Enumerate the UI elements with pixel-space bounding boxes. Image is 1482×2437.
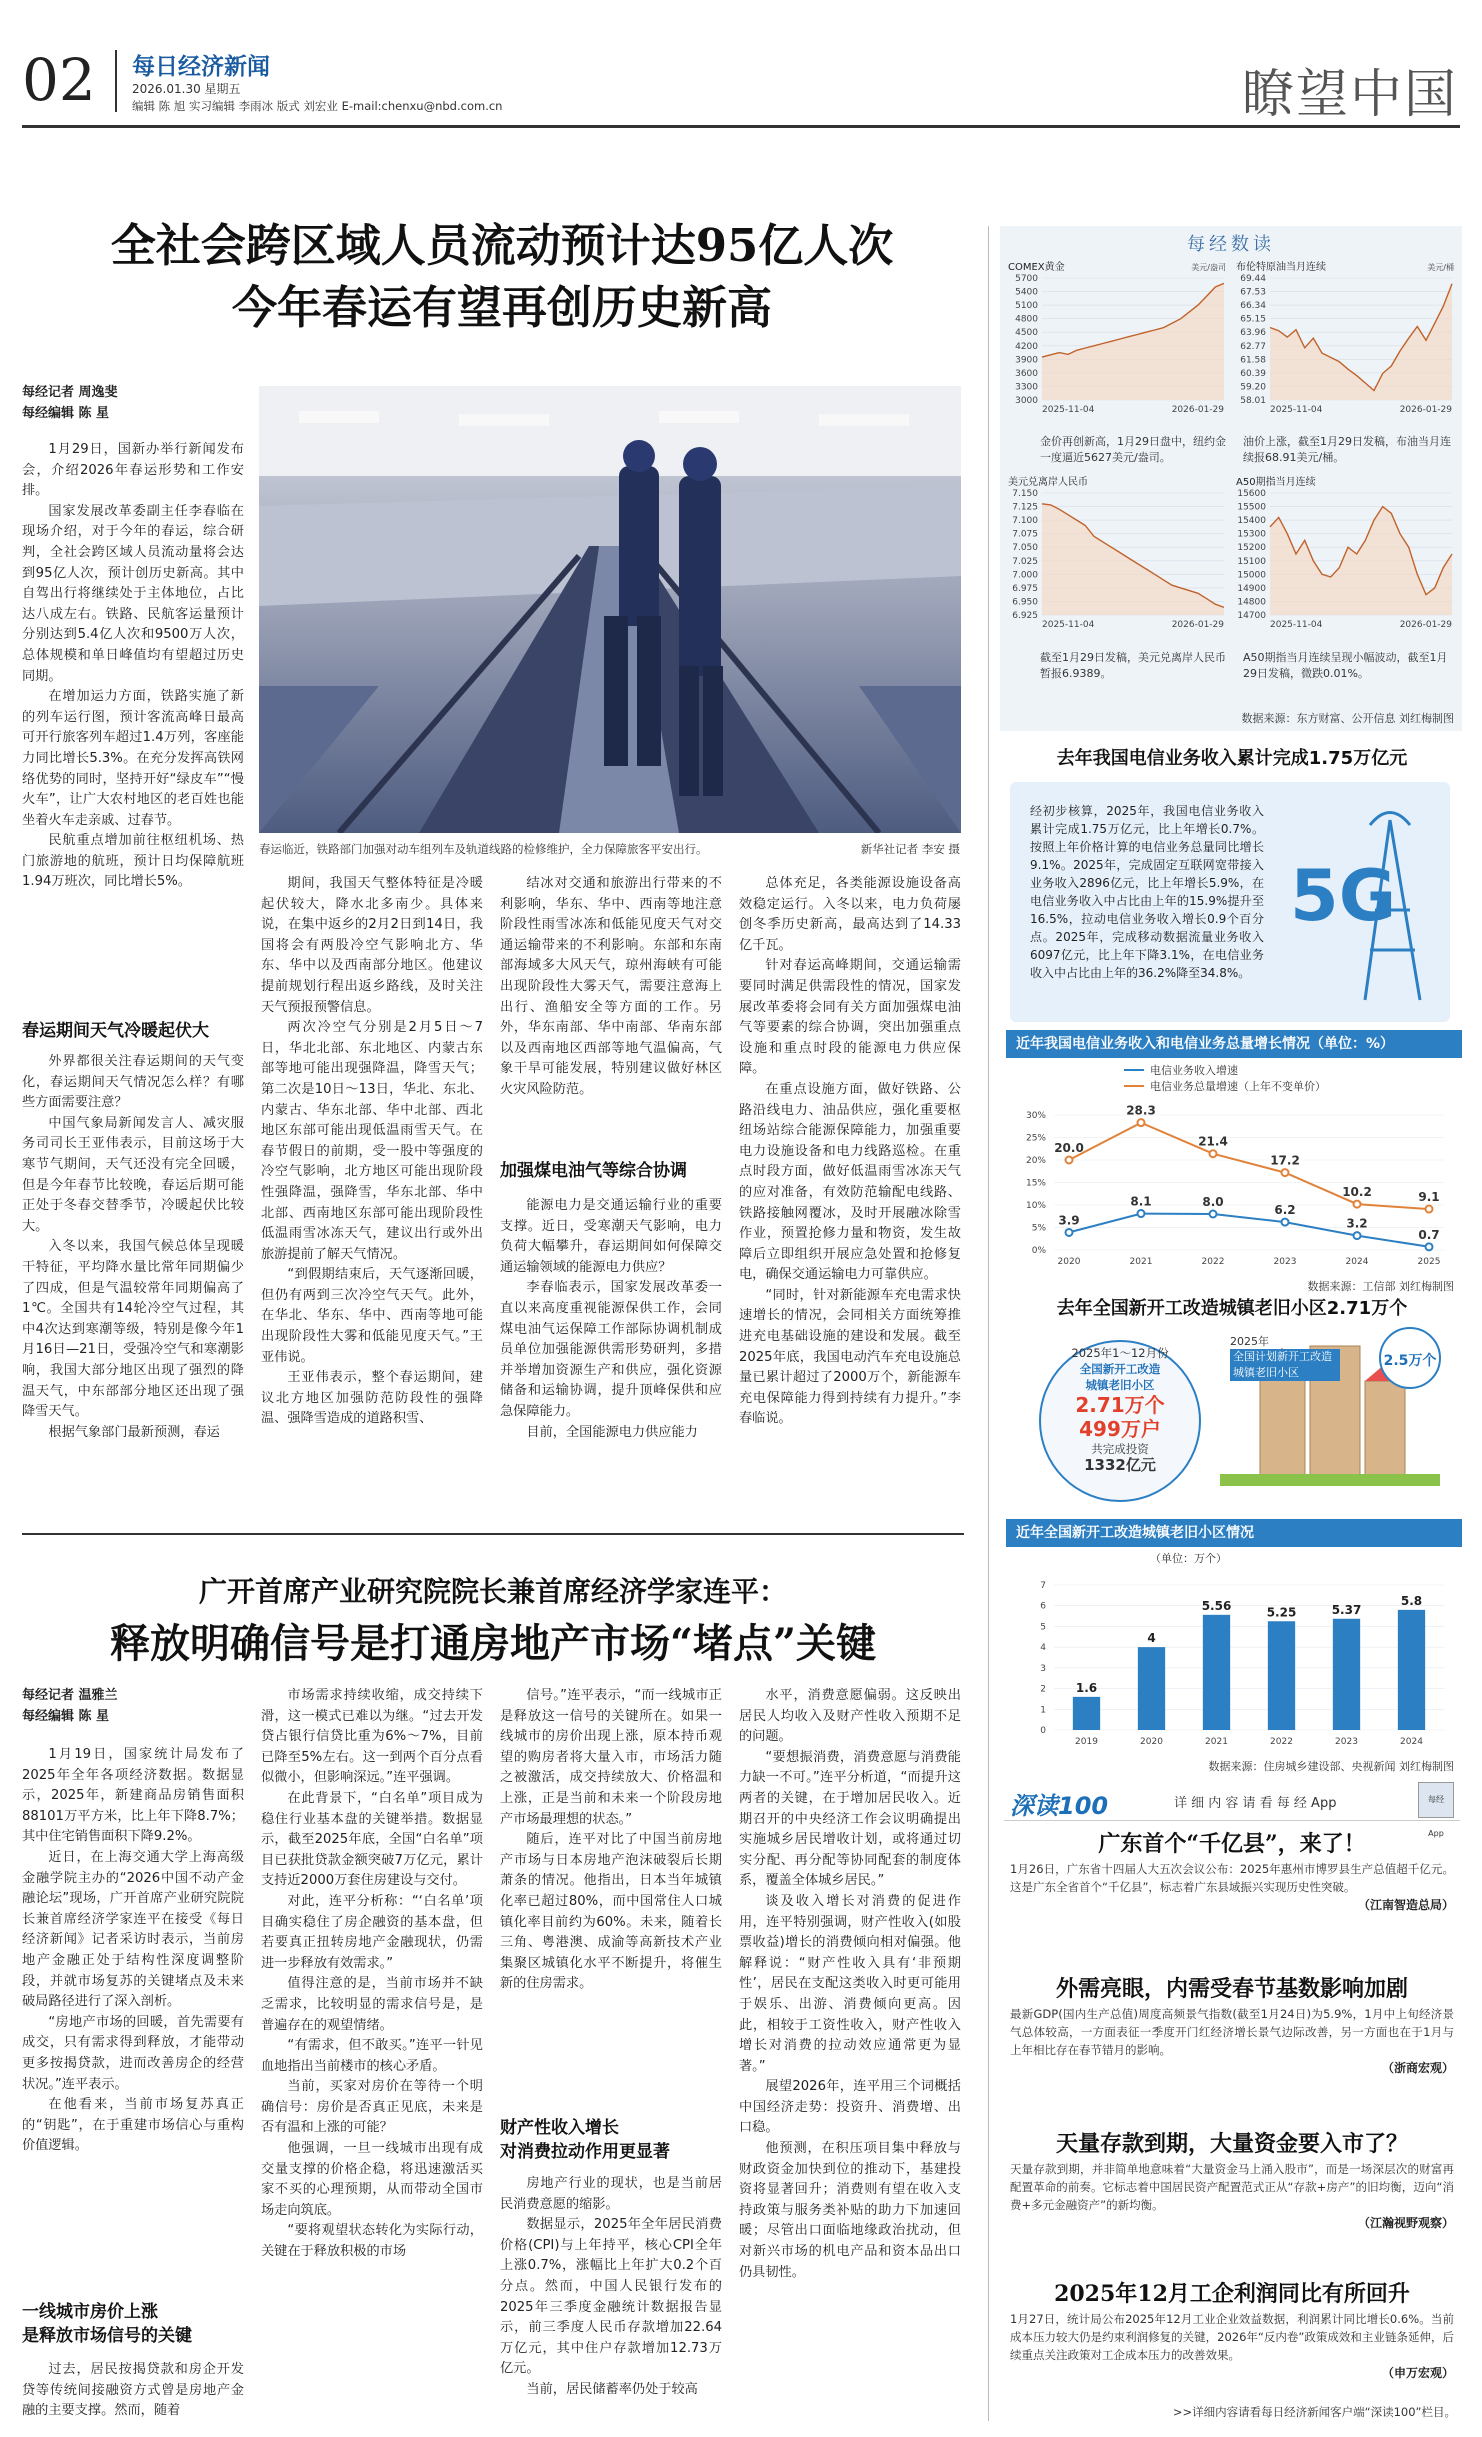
article1-title-line2: 今年春运有望再创历史新高 bbox=[231, 281, 772, 334]
article2-col1 bbox=[22, 1745, 244, 2157]
x-tick-label: 2021 bbox=[1129, 1257, 1153, 1267]
deep-read-item-title: 天量存款到期，大量资金要入市了？ bbox=[1055, 2131, 1408, 2157]
x-tick-label: 2024 bbox=[1345, 1257, 1369, 1267]
article1-paragraph: 中国气象局新闻发言人、减灾服务司司长王亚伟表示，目前这场于大寒节气期间，天气还没有完全回暖，但是今年春节比较晚，春运后期可能正处于冬春交替季节，冷暖起伏比较大。 bbox=[22, 1115, 244, 1234]
data-label: 28.3 bbox=[1126, 1103, 1156, 1118]
chart-note-gold: 金价再创新高，1月29日盘中，纽约金一度逼近5627美元/盎司。 bbox=[1040, 435, 1226, 464]
y-tick-label: 4200 bbox=[1015, 341, 1038, 352]
data-point bbox=[1426, 1243, 1433, 1250]
y-tick-label: 14900 bbox=[1237, 583, 1266, 594]
reno-plan-label: 全国计划新开工改造 bbox=[1230, 1349, 1340, 1365]
article1-title-line1: 全社会跨区域人员流动预计达95亿人次 bbox=[110, 219, 894, 272]
data-label: 21.4 bbox=[1198, 1134, 1228, 1149]
deep-read-item[interactable] bbox=[1004, 2128, 1460, 2278]
data-label: 1.6 bbox=[1075, 1680, 1098, 1695]
reno-label: 城镇老旧小区 bbox=[1085, 1378, 1155, 1392]
y-tick-label: 7.150 bbox=[1012, 489, 1038, 499]
deep-read-item-source: （江南智造总局） bbox=[1357, 1898, 1454, 1912]
article2-paragraph: 信号。”连平表示，“而一线城市正是释放这一信号的关键所在。如果一线城市的房价出现上涨，原本持币观望的购房者将大量入市，市场活力随之被激活，成交持续放大、价格温和上涨，正是当前和未来一个阶段房地产市场最理想的状态。” bbox=[500, 1688, 722, 1827]
data-point bbox=[1282, 1169, 1289, 1176]
reno-households: 499万户 bbox=[1079, 1417, 1161, 1441]
mini-chart-title: 布伦特原油当月连续 bbox=[1236, 262, 1326, 273]
y-tick-label: 25% bbox=[1025, 1133, 1046, 1144]
data-label: 8.1 bbox=[1130, 1194, 1152, 1209]
y-tick-label: 15200 bbox=[1237, 543, 1266, 554]
x-tick-label: 2025 bbox=[1417, 1257, 1441, 1267]
section-title: 瞭望中国 bbox=[1241, 65, 1458, 125]
article2-editor: 每经编辑 陈 星 bbox=[22, 1709, 110, 1724]
data-label: 8.0 bbox=[1202, 1195, 1224, 1209]
deep-read-footer[interactable]: >>详细内容请看每日经济新闻客户端“深读100”栏目。 bbox=[1172, 2405, 1456, 2419]
data-label: 5.37 bbox=[1331, 1602, 1362, 1617]
data-label: 5.8 bbox=[1400, 1593, 1423, 1608]
x-tick-label: 2026-01-29 bbox=[1171, 620, 1224, 630]
y-tick-label: 6.950 bbox=[1012, 597, 1038, 608]
reno-count: 2.71万个 bbox=[1075, 1393, 1165, 1417]
data-point bbox=[1066, 1157, 1073, 1164]
article2-col2 bbox=[261, 1686, 483, 2263]
reno-chart-title: 近年全国新开工改造城镇老旧小区情况 bbox=[1006, 1519, 1462, 1547]
y-tick-label: 2 bbox=[1040, 1684, 1046, 1695]
deep-read-item-body: 1月27日，统计局公布2025年12月工业企业效益数据，利润累计同比增长0.6%。当前成本压力较大仍是约束利润修复的关键，2026年“反内卷”政策成效和主业链条延伸，后续重点关注政策对工企成本压力的改善效果。 bbox=[1010, 2312, 1454, 2362]
y-tick-label: 3600 bbox=[1015, 368, 1038, 379]
reno-plan-label: 城镇老旧小区 bbox=[1230, 1365, 1340, 1381]
deep-read-logo: 深读100 bbox=[1010, 1792, 1109, 1820]
y-tick-label: 65.15 bbox=[1240, 314, 1266, 325]
article1-editor: 每经编辑 陈 星 bbox=[22, 406, 110, 421]
y-tick-label: 3 bbox=[1040, 1663, 1046, 1674]
y-tick-label: 6 bbox=[1040, 1601, 1046, 1612]
y-tick-label: 5400 bbox=[1015, 287, 1038, 298]
deep-read-item-source: （申万宏观） bbox=[1381, 2366, 1454, 2380]
reno-plan bbox=[1230, 1335, 1340, 1381]
y-tick-label: 14800 bbox=[1237, 597, 1266, 608]
y-tick-label: 0% bbox=[1031, 1246, 1046, 1256]
article1-paragraph: 国家发展改革委副主任李春临在现场介绍，对于今年的春运，综合研判，全社会跨区域人员流动量将会达到95亿人次，预计创历史新高。其中自驾出行将继续处于主体地位，占比达八成左右。铁路、民航客运量预计分别达到5.4亿人次和9500万人次，总体规模和单日峰值均有望超过历史同期。 bbox=[22, 503, 244, 684]
deep-read-app-hint: 详 细 内 容 请 看 每 经 App bbox=[1174, 1796, 1337, 1811]
article1-paragraph: 期间，我国天气整体特征是冷暖起伏较大，降水北多南少。具体来说，在集中返乡的2月2日到14日，我国将会有两股冷空气影响北方、华东、华中以及西南部分地区。他建议提前规划行程出返乡路线，及时关注天气预报预警信息。 bbox=[261, 876, 483, 1015]
article1-paragraph: 总体充足，各类能源设施设备高效稳定运行。入冬以来，电力负荷屡创冬季历史新高，最高达到了14.33亿千瓦。 bbox=[739, 876, 961, 953]
article1-paragraph: “同时，针对新能源车充电需求快速增长的情况，会同相关方面统筹推进充电基础设施的建设和发展。截至2025年底，我国电动汽车充电设施总量已累计超过了2000万个，新能源车充电保障能力得到持续有力提升。”李春临说。 bbox=[739, 1287, 961, 1427]
bar bbox=[1398, 1610, 1425, 1730]
article2-paragraph: 随后，连平对比了中国当前房地产市场与日本房地产泡沫破裂后长期萧条的情况。他指出，日本当年城镇化率已超过80%，而中国常住人口城镇化率目前约为60%。未来，随着长三角、粤港澳、成渝等高新技术产业集聚区城镇化水平不断提升，将催生新的住房需求。 bbox=[500, 1832, 722, 1992]
article-divider bbox=[22, 1533, 964, 1535]
y-tick-label: 15% bbox=[1025, 1178, 1046, 1189]
sidebar-divider bbox=[988, 226, 989, 2421]
chart-note-cny: 截至1月29日发稿，美元兑离岸人民币暂报6.9389。 bbox=[1040, 651, 1226, 680]
telecom-chart-title: 近年我国电信业务收入和电信业务总量增长情况（单位：%） bbox=[1006, 1030, 1462, 1058]
article2-paragraph: 过去，居民按揭贷款和房企开发贷等传统间接融资方式曾是房地产金融的主要支撑。然而，随着 bbox=[22, 2362, 244, 2419]
article2-paragraph: 谈及收入增长对消费的促进作用，连平特别强调，财产性收入(如股票收益)增长的消费倾向相对偏强。他解释说：“财产性收入具有‘非预期性’，居民在支配这类收入时更可能用于娱乐、出游、消费倾向更高。因此，相较于工资性收入，财产性收入增长对消费的拉动效应通常更为显著。” bbox=[739, 1893, 961, 2074]
article2-paragraph: 当前，居民储蓄率仍处于较高 bbox=[526, 2381, 698, 2397]
x-tick-label: 2023 bbox=[1273, 1257, 1297, 1267]
article2-subhead-income bbox=[500, 2116, 670, 2164]
x-tick-label: 2026-01-29 bbox=[1399, 620, 1452, 630]
article2-paragraph: 值得注意的是，当前市场并不缺乏需求，比较明显的需求信号是，是普遍存在的观望情绪。 bbox=[261, 1976, 483, 2033]
deep-read-list bbox=[1004, 1828, 1460, 2428]
5g-graphic bbox=[1280, 800, 1445, 1010]
article2-col1b bbox=[22, 2360, 244, 2422]
data-label: 17.2 bbox=[1270, 1153, 1300, 1168]
chart-note-oil: 油价上涨，截至1月29日发稿，布油当月连续报68.91美元/桶。 bbox=[1243, 435, 1451, 464]
y-tick-label: 59.20 bbox=[1240, 382, 1266, 393]
y-tick-label: 60.39 bbox=[1240, 368, 1266, 379]
y-tick-label: 5 bbox=[1040, 1622, 1046, 1633]
data-label: 3.9 bbox=[1058, 1213, 1080, 1228]
article1-title bbox=[22, 215, 982, 339]
article2-paragraph: “要想振消费，消费意愿与消费能力缺一不可。”连平分析道，“而提升这两者的关键，在于增加居民收入。近期召开的中央经济工作会议明确提出实施城乡居民增收计划，或将通过切实分配、再分配等协同配套的制度体系，覆盖全体城乡居民。” bbox=[739, 1749, 961, 1889]
y-tick-label: 63.96 bbox=[1240, 328, 1266, 339]
article2-paragraph: 在他看来，当前市场复苏真正的“钥匙”，在于重建市场信心与重构价值逻辑。 bbox=[22, 2097, 244, 2154]
article1-col1 bbox=[22, 440, 244, 893]
sidebar-source: 数据来源：东方财富、公开信息 刘红梅制图 bbox=[1241, 712, 1454, 725]
series-area bbox=[1042, 283, 1224, 400]
deep-read-item-source: （江瀚视野观察） bbox=[1357, 2216, 1454, 2230]
article1-paragraph: 两次冷空气分别是2月5日～7日，华北北部、东北地区、内蒙古东部等地可能出现强降温，降雪天气；第二次是10日～13日，华北、东北、内蒙古、华东北部、华中北部、西北地区东部可能出现低温雨雪天气。在春节假日的前期，受一股中等强度的冷空气影响，北方地区可能出现阶段性强降温，强降雪，华东北部、华中北部、西南地区东部可能出现阶段性低温雨雪冰冻天气，建议出行或外出旅游提前了解天气情况。 bbox=[261, 1020, 483, 1262]
y-tick-label: 15400 bbox=[1237, 516, 1266, 527]
article1-paragraph: 1月29日，国新办举行新闻发布会，介绍2026年春运形势和工作安排。 bbox=[22, 442, 244, 499]
article2-col3 bbox=[500, 1686, 722, 1995]
series-area bbox=[1270, 284, 1452, 400]
article1-paragraph: “到假期结束后，天气逐渐回暖，但仍有两到三次冷空气天气。此外，在华北、华东、华中、西南等地可能出现阶段性大雾和低能见度天气。”王亚伟说。 bbox=[261, 1267, 483, 1365]
reno-circle-text bbox=[1040, 1345, 1200, 1473]
article2-paragraph: 在此背景下，“白名单”项目成为稳住行业基本盘的关键举措。数据显示，截至2025年底，全国“白名单”项目已获批贷款金额突破7万亿元，累计支持近2000万套住房建设与交付。 bbox=[261, 1790, 483, 1889]
x-tick-label: 2020 bbox=[1140, 1737, 1163, 1747]
x-tick-label: 2023 bbox=[1335, 1737, 1358, 1747]
y-tick-label: 15300 bbox=[1237, 529, 1266, 540]
article1-col1b bbox=[22, 1052, 244, 1443]
article2-kicker: 广开首席产业研究院院长兼首席经济学家连平： bbox=[198, 1575, 787, 1608]
deep-read-item-body: 1月26日，广东省十四届人大五次会议公布：2025年惠州市博罗县生产总值超千亿元。这是广东全省首个“千亿县”，标志着广东县域振兴实现历史性突破。 bbox=[1010, 1862, 1454, 1894]
x-tick-label: 2020 bbox=[1057, 1257, 1081, 1267]
bar bbox=[1333, 1619, 1360, 1730]
y-tick-label: 4500 bbox=[1015, 328, 1038, 339]
y-tick-label: 7.000 bbox=[1012, 570, 1038, 581]
deep-read-item-body: 最新GDP(国内生产总值)周度高频景气指数(截至1月24日)为5.9%，1月中上旬经济景气总体较高，一方面表征一季度开门红经济增长景气边际改善，另一方面也在于1月与上年相比存在春节错月的影响。 bbox=[1010, 2007, 1454, 2057]
data-point bbox=[1354, 1201, 1361, 1208]
y-tick-label: 5% bbox=[1031, 1223, 1046, 1234]
article2-subhead-line: 对消费拉动作用更显著 bbox=[500, 2142, 670, 2162]
deep-read-item-body: 天量存款到期，并非简单地意味着“大量资金马上涌入股市”，而是一场深层次的财富再配置革命的前奏。它标志着中国居民资产配置范式正从“存款+房产”的旧均衡，迈向“消费+多元金融资产”的新均衡。 bbox=[1010, 2162, 1454, 2212]
bar bbox=[1203, 1615, 1230, 1730]
deep-read-item[interactable] bbox=[1004, 1828, 1460, 1973]
data-label: 20.0 bbox=[1054, 1141, 1084, 1155]
article1-paragraph: 结冰对交通和旅游出行带来的不利影响，华东、华中、西南等地注意阶段性雨雪冰冻和低能见度天气对交通运输带来的不利影响。东部和东南部海域多大风天气，琼州海峡有可能出现阶段性大雾天气，需要注意海上出行、渔船安全等方面的工作。另外，华东南部、华中南部、华南东部以及西南地区西部等地气温偏高，气象干旱可能发展，特别建议做好林区火灾风险防范。 bbox=[500, 876, 722, 1097]
article2-paragraph: 房地产行业的现状，也是当前居民消费意愿的缩影。 bbox=[500, 2176, 722, 2212]
y-tick-label: 10% bbox=[1025, 1201, 1046, 1211]
y-tick-label: 15600 bbox=[1237, 489, 1266, 499]
article2-paragraph: “要将观望状态转化为实际行动，关键在于释放积极的市场 bbox=[261, 2223, 483, 2260]
x-tick-label: 2026-01-29 bbox=[1171, 405, 1224, 415]
chart-note-a50: A50期指当月连续呈现小幅波动，截至1月29日发稿，微跌0.01%。 bbox=[1243, 651, 1448, 680]
5g-badge: 5G bbox=[1290, 855, 1397, 937]
x-tick-label: 2025-11-04 bbox=[1270, 620, 1323, 630]
x-tick-label: 2022 bbox=[1201, 1257, 1225, 1267]
telecom-text: 经初步核算，2025年，我国电信业务收入累计完成1.75万亿元，比上年增长0.7%。按照上年价格计算的电信业务总量同比增长9.1%。2025年，完成固定互联网宽带接入业务收入2896亿元，比上年增长5.9%，在电信业务收入中占比由上年的15.9%提升至16.5%，拉动电信业务收入增长0.9个百分点。2025年，完成移动数据流量业务收入6097亿元，比上年下降3.1%，在电信业务收入中占比由上年的36.2%降至34.8%。 bbox=[1030, 804, 1264, 980]
header-rule bbox=[22, 125, 1460, 128]
app-qr-icon[interactable]: 每经 App bbox=[1418, 1782, 1454, 1818]
y-tick-label: 5100 bbox=[1015, 301, 1038, 312]
article1-paragraph: 根据气象部门最新预测，春运 bbox=[48, 1424, 220, 1440]
article1-col3b bbox=[500, 1196, 722, 1443]
data-point bbox=[1282, 1219, 1289, 1226]
deep-read-item[interactable] bbox=[1004, 1973, 1460, 2128]
y-tick-label: 69.44 bbox=[1240, 274, 1266, 284]
market-charts bbox=[1004, 258, 1460, 718]
series-area bbox=[1042, 504, 1224, 615]
photo-credit: 新华社记者 李安 摄 bbox=[860, 842, 960, 856]
series-line bbox=[1069, 1214, 1429, 1247]
deep-read-item-title: 2025年12月工企利润同比有所回升 bbox=[1054, 2281, 1410, 2307]
article1-col4 bbox=[739, 874, 961, 1430]
y-tick-label: 15500 bbox=[1237, 502, 1266, 513]
data-label: 0.7 bbox=[1418, 1227, 1440, 1242]
y-tick-label: 6.975 bbox=[1012, 583, 1038, 594]
article1-col2 bbox=[261, 874, 483, 1430]
mini-chart-unit: 美元/盎司 bbox=[1191, 263, 1226, 272]
issue-date: 2026.01.30 星期五 bbox=[132, 82, 241, 96]
article2-paragraph: 数据显示，2025年全年居民消费价格(CPI)与上年持平，核心CPI全年上涨0.7%，涨幅比上年扩大0.2个百分点。然而，中国人民银行发布的2025年三季度金融统计数据报告显示，前三季度人民币存款增加22.64万亿元，其中住户存款增加12.73万亿元。 bbox=[500, 2217, 722, 2377]
article1-paragraph: 在增加运力方面，铁路实施了新的列车运行图，预计客流高峰日最高可开行旅客列车超过1.4万列，客座能力同比增长5.3%。在充分发挥高铁网络优势的同时，坚持开好“绿皮车”“慢火车”，让广大农村地区的老百姓也能坐着火车走亲戚、过春节。 bbox=[22, 689, 244, 828]
article1-paragraph: 李春临表示，国家发展改革委一直以来高度重视能源保供工作，会同煤电油气运保障工作部际协调机制成员单位加强能源供需形势研判，多措并举增加资源生产和供应，强化资源储备和运输协调，提升顶峰保供和应急保障能力。 bbox=[500, 1280, 722, 1419]
y-tick-label: 7.050 bbox=[1012, 543, 1038, 554]
article2-paragraph: 1月19日，国家统计局发布了2025年全年各项经济数据。数据显示，2025年，新建商品房销售面积88101万平方米，比上年下降8.7%；其中住宅销售面积下降9.2%。 bbox=[22, 1747, 244, 1845]
y-tick-label: 7.075 bbox=[1012, 529, 1038, 540]
data-point bbox=[1138, 1119, 1145, 1126]
article2-col3b bbox=[500, 2174, 722, 2401]
page-number: 02 bbox=[22, 46, 96, 114]
article2-paragraph: 他强调，一旦一线城市出现有成交量支撑的价格企稳，将迅速激活买家不买的心理预期，从而带动全国市场走向筑底。 bbox=[261, 2141, 483, 2218]
data-point bbox=[1066, 1229, 1073, 1236]
article1-paragraph: 能源电力是交通运输行业的重要支撑。近日，受寒潮天气影响，电力负荷大幅攀升，春运期间如何保障交通运输领域的能源电力供应？ bbox=[500, 1198, 722, 1275]
data-point bbox=[1354, 1232, 1361, 1239]
article1-reporter: 每经记者 周逸斐 bbox=[22, 385, 118, 400]
article2-subhead-line: 一线城市房价上涨 bbox=[22, 2302, 158, 2322]
reno-plan-year: 2025年 bbox=[1230, 1335, 1269, 1348]
article2-subhead-line: 财产性收入增长 bbox=[500, 2118, 619, 2138]
article1-paragraph: 民航重点增加前往枢纽机场、热门旅游地的航班，预计日均保障航班1.94万班次，同比增长5%。 bbox=[22, 833, 244, 890]
x-tick-label: 2024 bbox=[1400, 1737, 1423, 1747]
article2-col4 bbox=[739, 1686, 961, 2283]
mini-chart-title: COMEX黄金 bbox=[1008, 262, 1065, 273]
data-label: 5.25 bbox=[1266, 1605, 1297, 1620]
reno-chart bbox=[1004, 1565, 1460, 1755]
telecom-source: 数据来源：工信部 刘红梅制图 bbox=[1307, 1280, 1454, 1293]
article2-paragraph: “房地产市场的回暖，首先需要有成交，只有需求得到释放，才能带动更多按揭贷款，进而改善房企的经营状况。”连平表示。 bbox=[22, 2014, 244, 2092]
editors-line: 编辑 陈 旭 实习编辑 李雨冰 版式 刘宏业 E-mail:chenxu@nbd.com.cn bbox=[132, 99, 503, 113]
bar bbox=[1138, 1647, 1165, 1730]
y-tick-label: 7 bbox=[1040, 1581, 1046, 1591]
article2-paragraph: 近日，在上海交通大学上海高级金融学院主办的“2026中国不动产金融论坛”现场，广开首席产业研究院院长兼首席经济学家连平在接受《每日经济新闻》记者采访时表示，当前房地产金融正处于结构性深度调整阶段，并就市场复苏的关键堵点及未来破局路径进行了深入剖析。 bbox=[22, 1849, 244, 2010]
y-tick-label: 4 bbox=[1040, 1643, 1046, 1654]
y-tick-label: 4800 bbox=[1015, 314, 1038, 325]
y-tick-label: 7.100 bbox=[1012, 516, 1038, 527]
series-line bbox=[1069, 1123, 1429, 1209]
article1-subhead-weather: 春运期间天气冷暖起伏大 bbox=[22, 1021, 209, 1041]
x-tick-label: 2025-11-04 bbox=[1042, 405, 1095, 415]
article1-paragraph: 王亚伟表示，整个春运期间，建议北方地区加强防范防段性的强降温、强降雪造成的道路积雪、 bbox=[261, 1370, 483, 1427]
article2-title: 释放明确信号是打通房地产市场“堵点”关键 bbox=[109, 1620, 876, 1667]
legend-label: 电信业务总量增速（上年不变单价） bbox=[1150, 1080, 1326, 1093]
article1-col3 bbox=[500, 874, 722, 1101]
article2-reporter: 每经记者 温雅兰 bbox=[22, 1688, 118, 1703]
x-tick-label: 2025-11-04 bbox=[1042, 620, 1095, 630]
telecom-title: 去年我国电信业务收入累计完成1.75万亿元 bbox=[1056, 748, 1408, 769]
article2-paragraph: 当前，买家对房价在等待一个明确信号：房价是否真正见底，未来是否有温和上涨的可能？ bbox=[261, 2079, 483, 2136]
deep-read-header bbox=[1004, 1782, 1460, 1838]
data-point bbox=[1138, 1210, 1145, 1217]
article2-subhead-line: 是释放市场信号的关键 bbox=[22, 2326, 192, 2346]
data-point bbox=[1426, 1206, 1433, 1213]
y-tick-label: 3900 bbox=[1015, 355, 1038, 366]
y-tick-label: 58.01 bbox=[1240, 396, 1266, 406]
article1-paragraph: 目前，全国能源电力供应能力 bbox=[526, 1424, 698, 1440]
data-label: 5.56 bbox=[1201, 1598, 1232, 1613]
article1-subhead-energy: 加强煤电油气等综合协调 bbox=[500, 1161, 687, 1181]
reno-chart-unit: （单位：万个） bbox=[1150, 1552, 1227, 1565]
article1-paragraph: 在重点设施方面，做好铁路、公路沿线电力、油品供应，强化重要枢纽场站综合能源保障能力，加强重要电力设施设备和电力线路巡检。在重点时段方面，做好低温雨雪冰冻天气的应对准备，有效防范输配电线路、铁路接触网覆冰，及时开展融冰除雪作业，预置抢修力量和物资，发生故障后立即组织开展应急处置和抢修复电，确保交通运输电力可靠供应。 bbox=[739, 1081, 961, 1283]
data-label: 9.1 bbox=[1418, 1190, 1440, 1205]
y-tick-label: 62.77 bbox=[1240, 341, 1266, 352]
deep-read-item-title: 外需亮眼，内需受春节基数影响加剧 bbox=[1055, 1976, 1408, 2002]
paper-name: 每日经济新闻 bbox=[132, 54, 270, 80]
mini-chart-title: 美元兑离岸人民币 bbox=[1008, 477, 1088, 488]
reno-bar-chart bbox=[1004, 1565, 1460, 1755]
reno-plan-count: 2.5万个 bbox=[1383, 1353, 1437, 1369]
telecom-chart bbox=[1004, 1060, 1460, 1275]
data-label: 3.2 bbox=[1346, 1216, 1368, 1231]
y-tick-label: 14700 bbox=[1237, 611, 1266, 621]
article2-paragraph: 市场需求持续收缩，成交持续下滑，这一模式已难以为继。“过去开发贷占银行信贷比重为6%～7%，目前已降至5%左右。这一到两个百分点看似微小，但影响深远。”连平强调。 bbox=[261, 1688, 483, 1786]
y-tick-label: 61.58 bbox=[1240, 355, 1266, 366]
x-tick-label: 2025-11-04 bbox=[1270, 405, 1323, 415]
bar bbox=[1073, 1697, 1100, 1730]
deep-read-item-title: 广东首个“千亿县”，来了！ bbox=[1098, 1831, 1366, 1857]
y-tick-label: 5700 bbox=[1015, 274, 1038, 284]
y-tick-label: 20% bbox=[1025, 1156, 1046, 1166]
data-label: 6.2 bbox=[1274, 1203, 1296, 1218]
data-label: 10.2 bbox=[1342, 1185, 1372, 1200]
x-tick-label: 2019 bbox=[1075, 1737, 1098, 1747]
article2-paragraph: 水平，消费意愿偏弱。这反映出居民人均收入及财产性收入预期不足的问题。 bbox=[739, 1688, 961, 1745]
y-tick-label: 3300 bbox=[1015, 382, 1038, 393]
y-tick-label: 30% bbox=[1025, 1111, 1046, 1121]
article2-subhead-firsttier bbox=[22, 2300, 192, 2348]
article2-paragraph: 展望2026年，连平用三个词概括中国经济走势：投资升、消费增、出口稳。 bbox=[739, 2079, 961, 2136]
reno-period: 2025年1～12月份 bbox=[1071, 1346, 1169, 1360]
deep-read-item-source: （浙商宏观） bbox=[1381, 2061, 1454, 2075]
y-tick-label: 67.53 bbox=[1240, 287, 1266, 298]
y-tick-label: 0 bbox=[1040, 1726, 1046, 1736]
reno-title: 去年全国新开工改造城镇老旧小区2.71万个 bbox=[1056, 1298, 1408, 1319]
y-tick-label: 7.025 bbox=[1012, 556, 1038, 567]
article2-paragraph: 他预测，在积压项目集中释放与财政资金加快到位的推动下，基建投资将显著回升；消费则有望在收入支持政策与服务类补贴的助力下加速回暖；尽管出口面临地缘政治扰动，但对新兴市场的机电产品和资本品出口仍具韧性。 bbox=[739, 2141, 961, 2280]
bar bbox=[1268, 1621, 1295, 1730]
reno-source: 数据来源：住房城乡建设部、央视新闻 刘红梅制图 bbox=[1208, 1760, 1454, 1773]
legend-label: 电信业务收入增速 bbox=[1150, 1064, 1238, 1077]
data-label: 4 bbox=[1147, 1631, 1156, 1646]
article1-photo bbox=[259, 386, 961, 833]
article1-paragraph: 入冬以来，我国气候总体呈现暖干特征，平均降水量比常年同期偏少了四成，但是气温较常年同期偏高了1℃。全国共有14轮冷空气过程，其中4次达到寒潮等级，特别是像今年1月16日—21日，受强冷空气和寒潮影响，我国大部分地区出现了强烈的降温天气，中东部部分地区还出现了强降雪天气。 bbox=[22, 1239, 244, 1420]
data-point bbox=[1210, 1211, 1217, 1218]
reno-invest-label: 共完成投资 bbox=[1091, 1442, 1149, 1456]
data-point bbox=[1210, 1150, 1217, 1157]
y-tick-label: 1 bbox=[1040, 1705, 1046, 1716]
y-tick-label: 15000 bbox=[1237, 570, 1266, 581]
reno-label: 全国新开工改造 bbox=[1079, 1362, 1161, 1376]
y-tick-label: 7.125 bbox=[1012, 502, 1038, 513]
sidebar-title: 每经数读 bbox=[1187, 234, 1275, 255]
y-tick-label: 66.34 bbox=[1240, 301, 1266, 312]
article2-paragraph: “有需求，但不敢买。”连平一针见血地指出当前楼市的核心矛盾。 bbox=[261, 2038, 483, 2074]
mini-chart-title: A50期指当月连续 bbox=[1236, 477, 1316, 488]
x-tick-label: 2021 bbox=[1205, 1737, 1228, 1747]
y-tick-label: 6.925 bbox=[1012, 611, 1038, 621]
y-tick-label: 3000 bbox=[1015, 396, 1038, 406]
telecom-growth-chart bbox=[1004, 1060, 1460, 1275]
y-tick-label: 15100 bbox=[1237, 556, 1266, 567]
header-divider bbox=[115, 50, 117, 112]
article2-paragraph: 对此，连平分析称：“‘白名单’项目确实稳住了房企融资的基本盘，但若要真正扭转房地产金融现状，仍需进一步释放有效需求。” bbox=[261, 1893, 483, 1971]
mini-chart-unit: 美元/桶 bbox=[1427, 263, 1454, 272]
article1-paragraph: 外界都很关注春运期间的天气变化，春运期间天气情况怎么样？有哪些方面需要注意？ bbox=[22, 1054, 244, 1111]
article1-paragraph: 针对春运高峰期间，交通运输需要同时满足供需段性的情况，国家发展改革委将会同有关方面加强煤电油气等要素的综合协调，突出加强重点设施和重点时段的能源电力供应保障。 bbox=[739, 958, 961, 1077]
x-tick-label: 2022 bbox=[1270, 1737, 1293, 1747]
photo-caption: 春运临近，铁路部门加强对动车组列车及轨道线路的检修维护，全力保障旅客平安出行。 bbox=[259, 842, 708, 856]
x-tick-label: 2026-01-29 bbox=[1399, 405, 1452, 415]
reno-invest: 1332亿元 bbox=[1084, 1456, 1156, 1474]
market-line-charts bbox=[1004, 258, 1460, 718]
